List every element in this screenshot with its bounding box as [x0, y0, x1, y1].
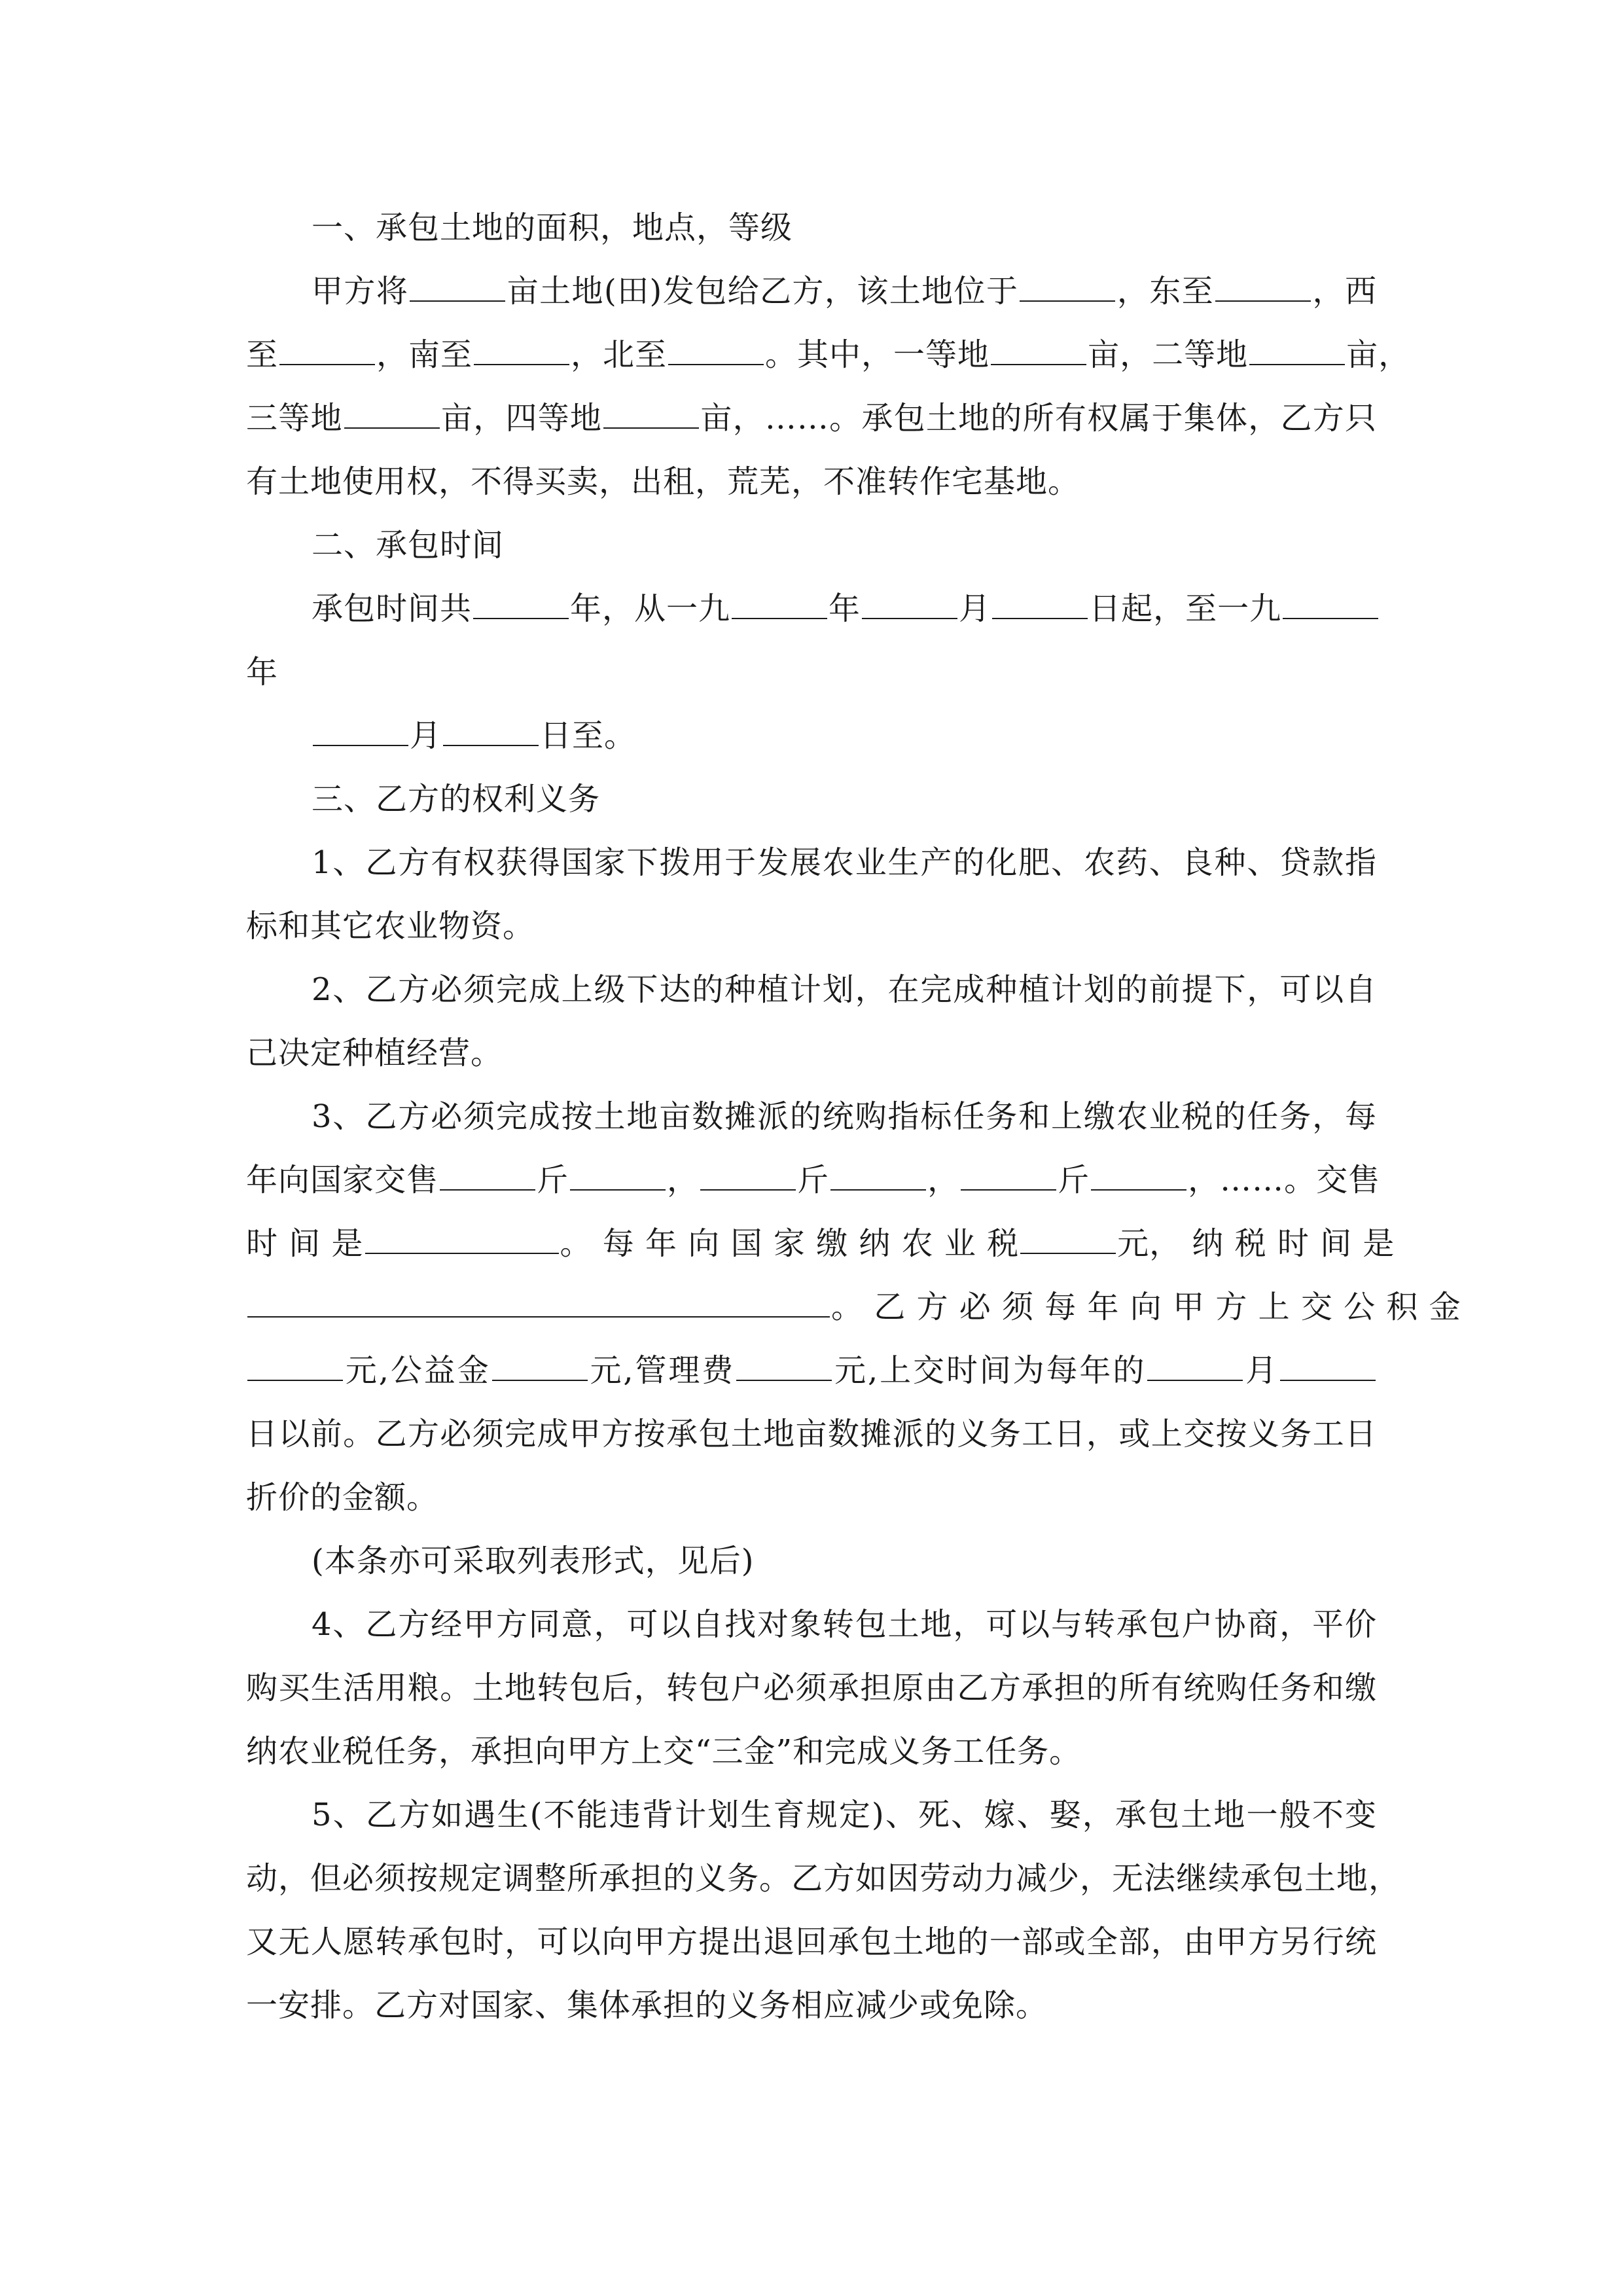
paragraph-line: [246, 1847, 1401, 1910]
paragraph-line: [246, 450, 1377, 514]
heading-text: 二、承包时间: [312, 527, 505, 564]
paragraph-line: [246, 1720, 1377, 1784]
section-2-heading: [246, 514, 1377, 577]
text-run: 4、乙方经甲方同意，可以自找对象转包土地，可以与转承包户协商，平价: [312, 1606, 1377, 1643]
text-run: 年向国家交售: [246, 1162, 439, 1198]
fill-blank[interactable]: [862, 592, 957, 619]
fill-blank[interactable]: [1283, 592, 1378, 619]
text-run: 日至。: [540, 717, 637, 754]
paragraph-line: [246, 1022, 1377, 1085]
text-run: 亩，二等地: [1088, 336, 1249, 373]
fill-blank[interactable]: [1280, 1354, 1376, 1381]
fill-blank[interactable]: [961, 1163, 1056, 1191]
text-run: ，南至: [376, 336, 473, 373]
paragraph-line: [246, 895, 1377, 958]
fill-blank[interactable]: [492, 1354, 588, 1381]
fill-blank[interactable]: [247, 1290, 830, 1318]
paragraph-line: [246, 641, 1377, 704]
text-run: 2、乙方必须完成上级下达的种植计划，在完成种植计划的前提下，可以自: [312, 971, 1377, 1008]
fill-blank[interactable]: [570, 1163, 666, 1191]
fill-blank[interactable]: [1249, 338, 1345, 365]
text-run: 月: [410, 717, 442, 754]
text-run: 年，从一九: [570, 590, 731, 627]
text-run: ，: [667, 1162, 700, 1198]
text-run: 。 每 年 向 国 家 缴 纳 农 业 税: [560, 1225, 1020, 1262]
text-run: 承包时间共: [312, 590, 473, 627]
text-run: 元,公益金: [344, 1352, 491, 1389]
text-run: 一安排。乙方对国家、集体承担的义务相应减少或免除。: [246, 1987, 1048, 2024]
paragraph-line: [246, 1149, 1381, 1212]
text-run: 5、乙方如遇生(不能违背计划生育规定)、死、嫁、娶，承包土地一般不变: [312, 1797, 1377, 1833]
text-run: 时 间 是: [246, 1225, 364, 1262]
text-run: 亩土地(田)发包给乙方，该土地位于: [507, 273, 1019, 310]
text-run: 至: [246, 336, 279, 373]
text-run: 斤: [797, 1162, 830, 1198]
fill-blank[interactable]: [991, 338, 1086, 365]
paragraph-line: [246, 260, 1377, 323]
fill-blank[interactable]: [247, 1354, 343, 1381]
fill-blank[interactable]: [410, 274, 505, 302]
paragraph-line: [246, 1085, 1377, 1149]
text-run: 日以前。乙方必须完成甲方按承包土地亩数摊派的义务工日，或上交按义务工日: [246, 1416, 1377, 1452]
fill-blank[interactable]: [830, 1163, 926, 1191]
text-run: 纳农业税任务，承担向甲方上交“三金”和完成义务工任务。: [246, 1733, 1082, 1770]
heading-text: 三、乙方的权利义务: [312, 781, 601, 817]
text-run: ，西: [1312, 273, 1377, 310]
text-run: 又无人愿转承包时，可以向甲方提出退回承包土地的一部或全部，由甲方另行统: [246, 1924, 1377, 1960]
paragraph-line: [246, 323, 1411, 387]
fill-blank[interactable]: [992, 592, 1088, 619]
fill-blank[interactable]: [1147, 1354, 1243, 1381]
section-1-heading: [246, 196, 1377, 260]
text-run: 元， 纳 税 时 间 是: [1117, 1225, 1395, 1262]
text-run: 折价的金额。: [246, 1479, 439, 1516]
fill-blank[interactable]: [1020, 274, 1115, 302]
text-run: 元,管理费: [588, 1352, 736, 1389]
heading-text: 一、承包土地的面积，地点，等级: [312, 209, 793, 246]
paragraph-line: [246, 1403, 1377, 1466]
text-run: 斤: [537, 1162, 569, 1198]
fill-blank[interactable]: [365, 1227, 559, 1254]
paragraph-line: [246, 704, 1377, 768]
fill-blank[interactable]: [344, 401, 440, 429]
text-run: (本条亦可采取列表形式，见后): [312, 1543, 755, 1579]
fill-blank[interactable]: [603, 401, 699, 429]
text-run: 三等地: [246, 400, 343, 437]
text-run: ，东至: [1116, 273, 1215, 310]
text-run: 。 乙 方 必 须 每 年 向 甲 方 上 交 公 积 金: [831, 1289, 1461, 1325]
paragraph-line: [246, 1657, 1377, 1720]
text-run: ，北至: [571, 336, 668, 373]
fill-blank[interactable]: [732, 592, 827, 619]
paragraph-line: [246, 1784, 1377, 1847]
paragraph-line: [246, 1974, 1377, 2037]
paragraph-line: [246, 831, 1377, 895]
text-run: 标和其它农业物资。: [246, 908, 535, 944]
text-run: 购买生活用粮。土地转包后，转包户必须承担原由乙方承担的所有统购任务和缴: [246, 1670, 1377, 1706]
text-run: 月: [959, 590, 991, 627]
text-run: 亩，……。承包土地的所有权属于集体，乙方只: [700, 400, 1377, 437]
fill-blank[interactable]: [313, 719, 408, 746]
text-run: 。其中，一等地: [765, 336, 990, 373]
text-run: 3、乙方必须完成按土地亩数摊派的统购指标任务和上缴农业税的任务，每: [312, 1098, 1377, 1135]
text-run: 己决定种植经营。: [246, 1035, 503, 1071]
text-run: 1、乙方有权获得国家下拨用于发展农业生产的化肥、农药、良种、贷款指: [312, 844, 1377, 881]
paragraph-line: [246, 1466, 1377, 1530]
fill-blank[interactable]: [474, 338, 569, 365]
fill-blank[interactable]: [1091, 1163, 1186, 1191]
fill-blank[interactable]: [440, 1163, 535, 1191]
paragraph-line: [246, 1910, 1377, 1974]
fill-blank[interactable]: [443, 719, 539, 746]
text-run: 元,上交时间为每年的: [833, 1352, 1147, 1389]
text-run: 日起，至一九: [1089, 590, 1282, 627]
text-run: 年: [829, 590, 861, 627]
text-run: ，……。交售: [1188, 1162, 1381, 1198]
paragraph-line: [246, 1276, 1461, 1339]
text-run: ，: [927, 1162, 960, 1198]
paragraph-line: [246, 1593, 1377, 1657]
text-run: 动，但必须按规定调整所承担的义务。乙方如因劳动力减少，无法继续承包土地，: [246, 1860, 1401, 1897]
paragraph-line: [246, 577, 1377, 641]
text-run: 有土地使用权，不得买卖，出租，荒芜，不准转作宅基地。: [246, 463, 1080, 500]
text-run: 斤: [1058, 1162, 1090, 1198]
paragraph-line: [246, 1212, 1395, 1276]
fill-blank[interactable]: [473, 592, 569, 619]
fill-blank[interactable]: [700, 1163, 796, 1191]
fill-blank[interactable]: [1020, 1227, 1116, 1254]
text-run: 月: [1244, 1352, 1279, 1389]
paragraph-line: [246, 958, 1377, 1022]
paragraph-line: [246, 1339, 1377, 1403]
section-3-heading: [246, 768, 1377, 831]
text-run: 年: [246, 654, 279, 691]
document-page: [246, 196, 1461, 2037]
fill-blank[interactable]: [279, 338, 375, 365]
paragraph-line: [246, 387, 1377, 450]
note-line: [246, 1530, 1377, 1593]
text-run: 亩，: [1346, 336, 1411, 373]
text-run: 亩，四等地: [440, 400, 603, 437]
fill-blank[interactable]: [1215, 274, 1311, 302]
text-run: 甲方将: [312, 273, 409, 310]
fill-blank[interactable]: [668, 338, 764, 365]
fill-blank[interactable]: [736, 1354, 832, 1381]
